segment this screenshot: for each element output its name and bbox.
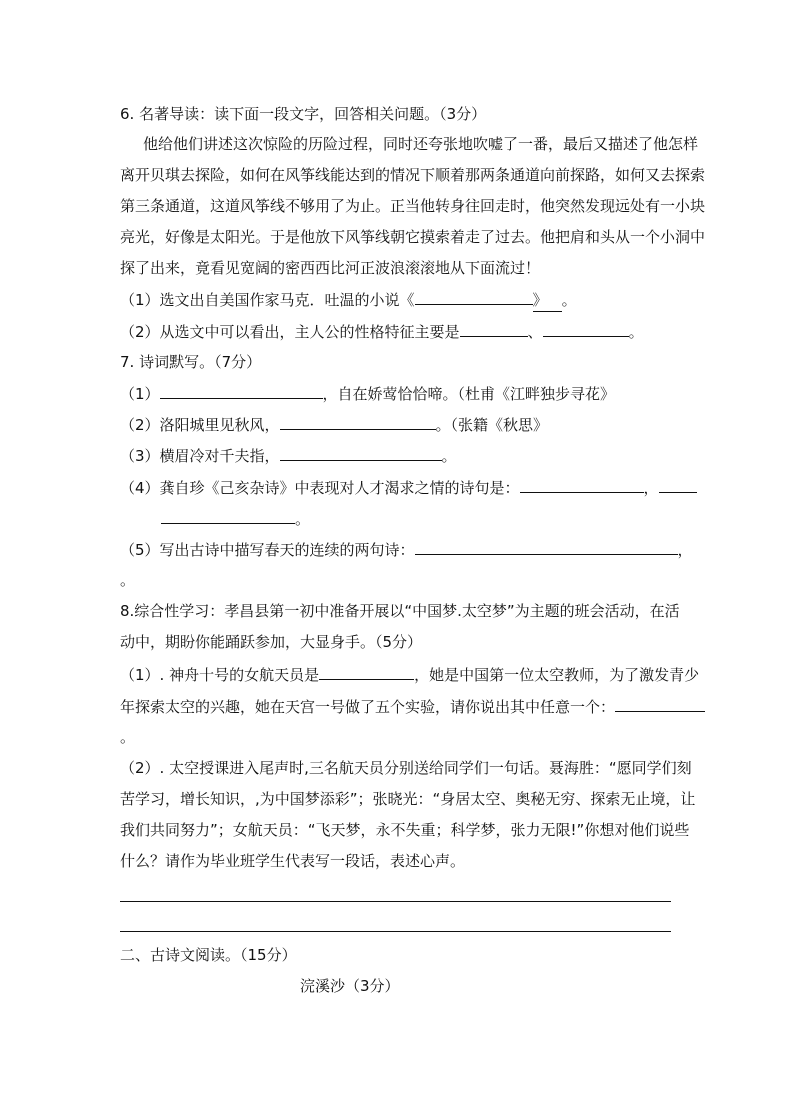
q8-p1-line2-text: 年探索太空的兴趣，她在天宫一号做了五个实验，请你说出其中任意一个： bbox=[120, 698, 616, 716]
answer-blank[interactable] bbox=[280, 444, 442, 461]
q8-p2-line: 我们共同努力”；女航天员：“飞天梦，永不失重；科学梦，张力无限!”你想对他们说些 bbox=[120, 821, 690, 839]
poem-title: 浣溪沙（3分） bbox=[300, 977, 400, 995]
answer-blank[interactable] bbox=[415, 538, 678, 555]
q7-line-5-end: 。 bbox=[120, 571, 136, 589]
q6-passage-line: 探了出来，竟看见宽阔的密西西比河正波浪滚滚地从下面流过！ bbox=[120, 259, 541, 277]
answer-blank[interactable] bbox=[520, 476, 644, 493]
answer-blank[interactable] bbox=[615, 695, 705, 712]
section2-heading: 二、古诗文阅读。（15分） bbox=[120, 946, 297, 964]
q7-line-3 bbox=[120, 444, 457, 466]
answer-blank[interactable] bbox=[280, 413, 436, 430]
q8-p2-line: （2）. 太空授课进入尾声时,三名航天员分别送给同学们一句话。聂海胜：“愿同学们刻 bbox=[120, 759, 692, 777]
q8-p1 bbox=[120, 663, 699, 685]
answer-blank[interactable] bbox=[319, 663, 414, 680]
q8-p2-line: 什么？请作为毕业班学生代表写一段话，表述心声。 bbox=[120, 852, 466, 870]
q7-line-3-after: 。 bbox=[441, 447, 457, 465]
q6-sub1 bbox=[120, 288, 577, 310]
answer-blank[interactable] bbox=[161, 507, 295, 524]
q6-sub1-end: 。 bbox=[561, 291, 577, 309]
q7-line-4-cont bbox=[161, 507, 310, 529]
q7-line-2-after: 。（张籍《秋思》 bbox=[435, 416, 549, 434]
q7-line-5-mid: ， bbox=[677, 541, 693, 559]
q6-sub1-closing: 》 bbox=[533, 289, 562, 312]
q6-passage-line: 亮光，好像是太阳光。于是他放下风筝线朝它摸索着走了过去。他把肩和头从一个小洞中 bbox=[120, 228, 706, 246]
q7-line-2 bbox=[120, 413, 548, 435]
q6-sub2-sep: 、 bbox=[527, 323, 543, 341]
q6-sub2-text: （2）从选文中可以看出，主人公的性格特征主要是 bbox=[120, 323, 460, 341]
q6-sub1-text: （1）选文出自美国作家马克．吐温的小说《 bbox=[120, 291, 415, 309]
q8-p1-line2 bbox=[120, 695, 705, 717]
q7-line-4 bbox=[120, 476, 697, 498]
answer-line[interactable] bbox=[120, 931, 671, 932]
q7-line-3-text: （3）横眉冷对千夫指， bbox=[120, 447, 280, 465]
answer-blank[interactable] bbox=[659, 476, 697, 493]
q7-line-4-end: 。 bbox=[295, 510, 311, 528]
q7-line-1 bbox=[120, 382, 615, 404]
answer-line[interactable] bbox=[120, 901, 671, 902]
q7-line-4-mid: ， bbox=[643, 479, 659, 497]
answer-blank[interactable] bbox=[415, 288, 533, 305]
answer-blank[interactable] bbox=[543, 320, 629, 337]
q7-line-5-text: （5）写出古诗中描写春天的连续的两句诗： bbox=[120, 541, 415, 559]
q8-p1-text: （1）. 神舟十号的女航天员是 bbox=[120, 666, 320, 684]
q7-line-4-text: （4）龚自珍《己亥杂诗》中表现对人才渴求之情的诗句是： bbox=[120, 479, 520, 497]
q6-passage-line: 第三条通道，这道风筝线不够用了为止。正当他转身往回走时，他突然发现远处有一小块 bbox=[120, 197, 706, 215]
q7-heading: 7. 诗词默写。（7分） bbox=[120, 353, 262, 371]
q8-heading-line: 动中，期盼你能踊跃参加，大显身手。（5分） bbox=[120, 633, 423, 651]
q8-p2-line: 苦学习，增长知识，,为中国梦添彩”；张晓光：“身居太空、奥秘无穷、探索无止境，让 bbox=[120, 790, 696, 808]
q6-sub2-end: 。 bbox=[628, 323, 644, 341]
q6-sub2 bbox=[120, 320, 644, 342]
q6-passage-line: 他给他们讲述这次惊险的历险过程，同时还夸张地吹嘘了一番，最后又描述了他怎样 bbox=[143, 135, 699, 153]
q7-line-5 bbox=[120, 538, 693, 560]
answer-blank[interactable] bbox=[160, 382, 323, 399]
answer-blank[interactable] bbox=[460, 320, 528, 337]
q7-line-1-num: （1） bbox=[120, 385, 160, 403]
q8-heading-line: 8.综合性学习：孝昌县第一初中准备开展以“中国梦.太空梦”为主题的班会活动，在活 bbox=[120, 602, 680, 620]
q7-line-1-text: ，自在娇莺恰恰啼。（杜甫《江畔独步寻花》 bbox=[322, 385, 616, 403]
q8-p1-after: ，她是中国第一位太空教师，为了激发青少 bbox=[414, 666, 700, 684]
q6-heading: 6. 名著导读：读下面一段文字，回答相关问题。（3分） bbox=[120, 105, 487, 123]
q6-passage-line: 离开贝琪去探险，如何在风筝线能达到的情况下顺着那两条通道向前探路，如何又去探索 bbox=[120, 166, 706, 184]
q8-p1-end: 。 bbox=[120, 728, 136, 746]
q7-line-2-text: （2）洛阳城里见秋风， bbox=[120, 416, 280, 434]
